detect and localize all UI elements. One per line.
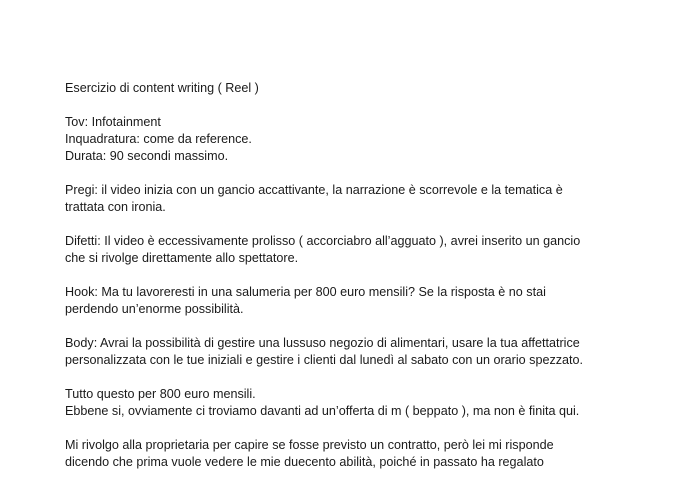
paragraph-specs — [65, 114, 625, 165]
paragraph-offer — [65, 386, 625, 420]
text-line: Tutto questo per 800 euro mensili. — [65, 387, 256, 401]
text-line: Hook: Ma tu lavoreresti in una salumeria per 800 euro mensili? Se la risposta è no stai — [65, 285, 546, 299]
text-line: Tov: Infotainment — [65, 115, 161, 129]
text-line: personalizzata con le tue iniziali e gestire i clienti dal lunedì al sabato con un orario spezzato. — [65, 353, 584, 367]
text-line: che si rivolge direttamente allo spettatore. — [65, 251, 299, 265]
document-body — [65, 80, 625, 488]
text-line: Durata: 90 secondi massimo. — [65, 149, 229, 163]
text-line: Body: Avrai la possibilità di gestire una lussuso negozio di alimentari, usare la tua affettatrice — [65, 336, 580, 350]
paragraph-title — [65, 80, 625, 97]
text-line: trattata con ironia. — [65, 200, 166, 214]
text-line: Inquadratura: come da reference. — [65, 132, 252, 146]
text-line: Difetti: Il video è eccessivamente prolisso ( accorciabro all’agguato ), avrei inserito un gancio — [65, 234, 581, 248]
paragraph-hook — [65, 284, 625, 318]
paragraph-contract — [65, 437, 625, 471]
paragraph-difetti — [65, 233, 625, 267]
text-line: perdendo un’enorme possibilità. — [65, 302, 244, 316]
text-line: Ebbene si, ovviamente ci troviamo davanti ad un’offerta di m ( beppato ), ma non è finita qui. — [65, 404, 580, 418]
text-line: Pregi: il video inizia con un gancio accattivante, la narrazione è scorrevole e la tematica è — [65, 183, 563, 197]
paragraph-body — [65, 335, 625, 369]
paragraph-pregi — [65, 182, 625, 216]
text-line: dicendo che prima vuole vedere le mie duecento abilità, poiché in passato ha regalato — [65, 455, 544, 469]
text-line: Mi rivolgo alla proprietaria per capire se fosse previsto un contratto, però lei mi risponde — [65, 438, 554, 452]
text-line: Esercizio di content writing ( Reel ) — [65, 81, 259, 95]
